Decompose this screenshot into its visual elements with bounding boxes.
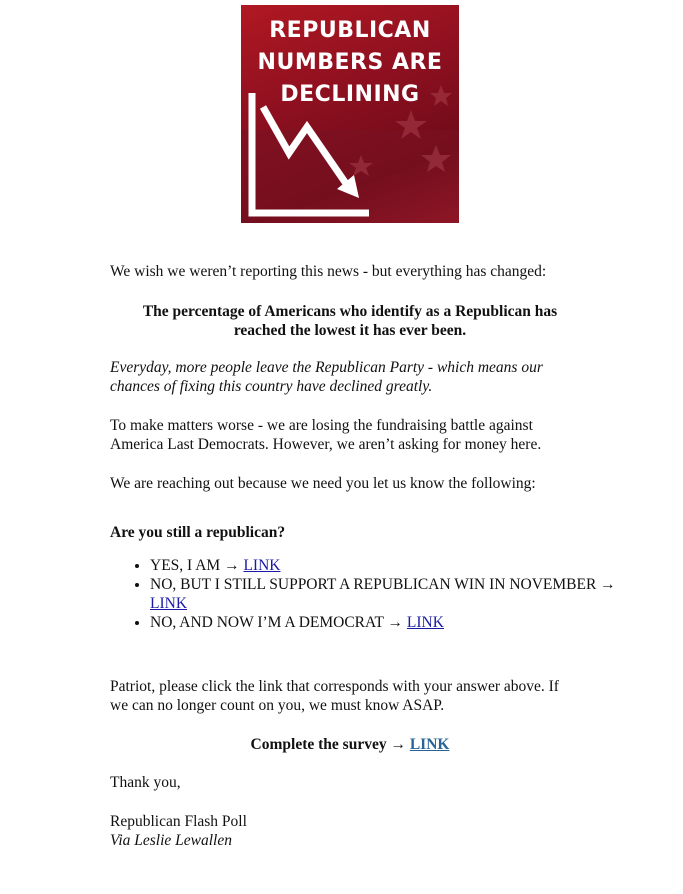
survey-label: Complete the survey → xyxy=(250,736,410,753)
survey-cta xyxy=(110,735,590,754)
option-text: NO, BUT I STILL SUPPORT A REPUBLICAN WIN IN NOVEMBER → xyxy=(150,576,616,593)
fundraising-paragraph: To make matters worse - we are losing the fundraising battle against America Last Democrats. However, we aren’t asking for money here. xyxy=(110,417,542,453)
hero-title-line: DECLINING xyxy=(280,82,420,107)
survey-link[interactable]: LINK xyxy=(409,736,450,753)
option-link-yes[interactable]: LINK xyxy=(243,557,281,574)
italic-paragraph: Everyday, more people leave the Republican Party - which means our chances of fixing this country have declined greatly. xyxy=(110,359,543,395)
option-text: YES, I AM → xyxy=(150,557,244,574)
hero-banner-image xyxy=(241,5,459,223)
thanks-text: Thank you, xyxy=(110,774,181,791)
answer-option xyxy=(150,575,655,613)
reach-out-paragraph: We are reaching out because we need you let us know the following: xyxy=(110,475,536,492)
answer-option xyxy=(150,556,655,575)
option-link-democrat[interactable]: LINK xyxy=(406,614,444,631)
hero-title xyxy=(241,15,459,111)
option-text: NO, AND NOW I’M A DEMOCRAT → xyxy=(150,614,407,631)
option-link-support[interactable]: LINK xyxy=(150,595,188,612)
signature-name: Republican Flash Poll xyxy=(110,813,247,830)
answer-options-list xyxy=(110,556,655,632)
intro-text: We wish we weren’t reporting this news - but everything has changed: xyxy=(110,263,547,280)
headline-text: The percentage of Americans who identify as a Republican has reached the lowest it has ever been. xyxy=(142,303,558,339)
hero-title-line: NUMBERS ARE xyxy=(257,50,443,75)
hero-title-line: REPUBLICAN xyxy=(269,18,431,43)
patriot-paragraph: Patriot, please click the link that corresponds with your answer above. If we can no longer count on you, we must know ASAP. xyxy=(110,678,559,714)
answer-option xyxy=(150,613,655,632)
question-heading: Are you still a republican? xyxy=(110,524,286,541)
signature-via: Via Leslie Lewallen xyxy=(110,832,232,849)
